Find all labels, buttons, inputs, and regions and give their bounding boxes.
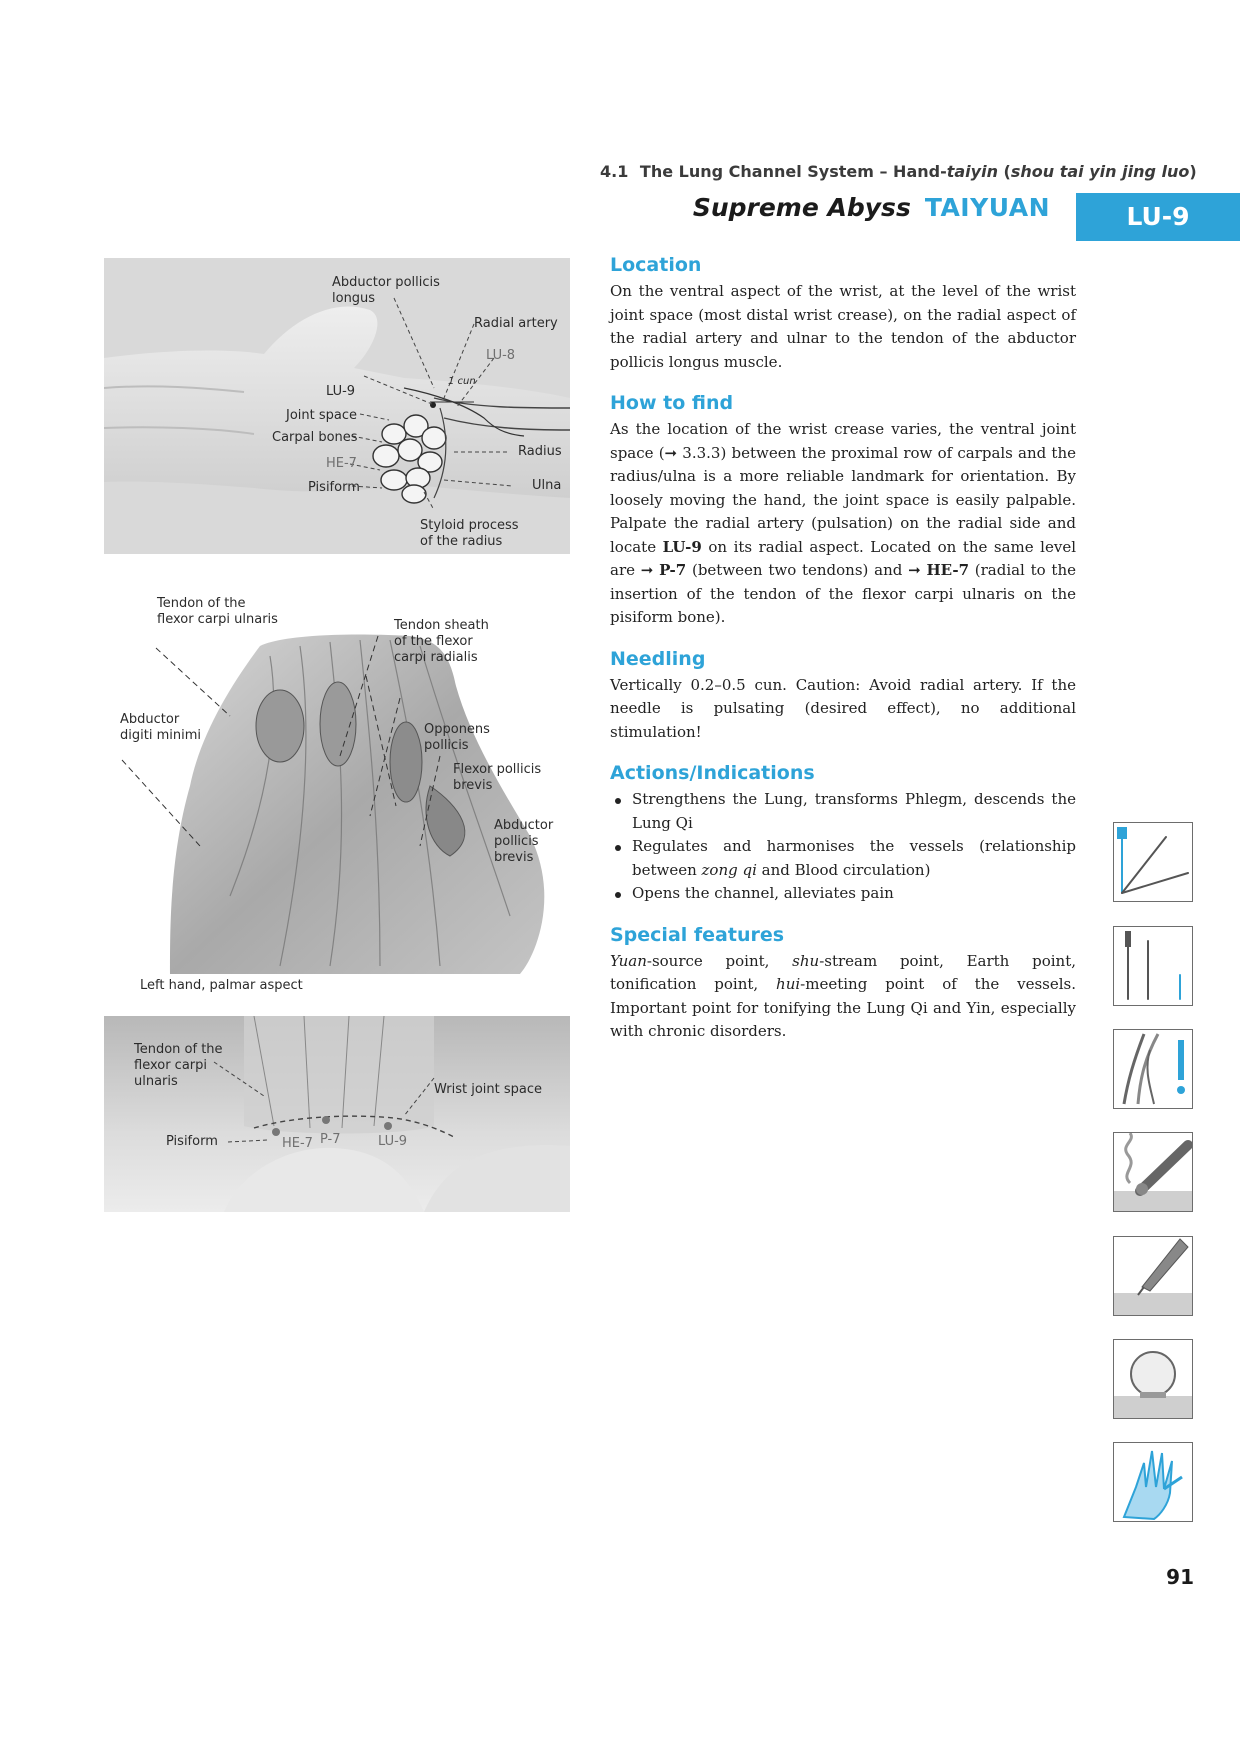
- label-line: Opponens: [424, 722, 490, 737]
- label-p7: P-7: [320, 1132, 341, 1147]
- figure-wrist-photo: [104, 1016, 570, 1212]
- text-run: 3.3.3) between the proximal row of carpals and the radius/ulna is a more reliable landmark for orientation. By loosely moving the hand, the joint space is easily palpable. Palpate the radial artery (pulsation) on the radial side and locate: [610, 443, 1076, 556]
- text-run-italic: zong qi: [701, 860, 757, 879]
- list-item: Opens the channel, alleviates pain: [610, 882, 1076, 906]
- text-run-italic: hui: [776, 975, 801, 993]
- label-lu9: LU-9: [378, 1134, 408, 1149]
- label-pisiform: Pisiform: [308, 480, 360, 495]
- label-abductor-pollicis-longus: [332, 275, 440, 307]
- needling-heading: Needling: [610, 647, 706, 670]
- label-line: flexor carpi: [134, 1058, 208, 1073]
- location-section: [610, 254, 1076, 374]
- label-lu9: LU-9: [326, 384, 356, 399]
- special-features-text: [610, 950, 1076, 1044]
- label-line: Abductor pollicis: [332, 275, 440, 290]
- label-line: pollicis: [494, 834, 539, 849]
- label-abductor-digiti-minimi: [120, 712, 201, 744]
- label-line: digiti minimi: [120, 728, 201, 743]
- text-run-italic: Yuan: [610, 951, 647, 970]
- arrow-icon: ➞: [664, 443, 678, 462]
- label-line: Abductor: [494, 818, 554, 833]
- arrow-icon: ➞: [640, 561, 654, 579]
- point-code-badge: LU-9: [1076, 193, 1240, 241]
- figure-caption: Left hand, palmar aspect: [140, 978, 303, 993]
- label-line: brevis: [494, 850, 534, 865]
- text-column: [610, 254, 1076, 1062]
- label-he7: HE-7: [326, 456, 357, 471]
- special-features-section: [610, 924, 1076, 1044]
- needle-vertical-icon: [1113, 926, 1193, 1006]
- chapter-title-paren: (: [997, 162, 1011, 181]
- text-run: on its radial aspect. Located on the same level are: [610, 537, 1076, 579]
- actions-heading: Actions/Indications: [610, 762, 815, 784]
- label-line: carpi radialis: [394, 650, 478, 665]
- point-pinyin-name: TAIYUAN: [924, 193, 1050, 222]
- text-run: -stream point, Earth point, tonification point,: [610, 951, 1076, 993]
- text-run: (between two tendons) and: [686, 561, 909, 579]
- list-item: Strengthens the Lung, transforms Phlegm, descends the Lung Qi: [610, 788, 1076, 835]
- chapter-title-paren-close: ): [1189, 162, 1197, 181]
- label-carpal-bones: Carpal bones: [272, 430, 358, 445]
- point-english-name: Supreme Abyss: [692, 193, 911, 222]
- text-run: As the location of the wrist crease varies, the ventral joint space (: [610, 420, 1076, 462]
- chapter-title: The Lung Channel System – Hand-: [639, 162, 947, 181]
- location-text: On the ventral aspect of the wrist, at the level of the wrist joint space (most distal wrist crease), on the radial aspect of the radial artery and ulnar to the tendon of the abductor pollicis longus muscle.: [610, 282, 1076, 371]
- label-line: brevis: [453, 778, 493, 793]
- how-to-find-heading: How to find: [610, 392, 734, 414]
- label-line: of the radius: [420, 534, 503, 549]
- label-line: Abductor: [120, 712, 180, 727]
- label-line: pollicis: [424, 738, 469, 753]
- label-joint-space: Joint space: [286, 408, 358, 423]
- bloodletting-icon: [1113, 1236, 1193, 1316]
- label-ulna: Ulna: [532, 478, 562, 493]
- actions-list: [610, 788, 1076, 906]
- label-pisiform: Pisiform: [166, 1134, 218, 1149]
- label-line: of the flexor: [394, 634, 473, 649]
- label-lu8: LU-8: [486, 348, 516, 363]
- label-tendon-fcu: [134, 1042, 223, 1090]
- label-line: Styloid process: [420, 518, 519, 533]
- point-ref-p7: P-7: [659, 561, 687, 579]
- list-item: [610, 835, 1076, 882]
- figure-palm-muscles: [110, 596, 570, 976]
- label-tendon-sheath: [394, 618, 489, 666]
- label-line: longus: [332, 291, 376, 306]
- point-ref-lu9: LU-9: [662, 537, 702, 556]
- needle-angle-icon: [1113, 822, 1193, 902]
- arrow-icon: ➞: [908, 561, 921, 579]
- page-number: 91: [1166, 1565, 1194, 1589]
- chapter-title-italic: taiyin: [946, 162, 998, 181]
- label-line: Tendon sheath: [394, 618, 489, 633]
- point-ref-he7: HE-7: [926, 561, 969, 579]
- label-1-cun: 1 cun: [448, 376, 476, 387]
- label-styloid-process: [420, 518, 519, 550]
- text-run: -source point,: [646, 951, 793, 970]
- cupping-icon: [1113, 1339, 1193, 1419]
- label-line: Flexor pollicis: [453, 762, 542, 777]
- label-line: ulnaris: [134, 1074, 178, 1089]
- text-run: and Blood circulation): [756, 860, 931, 879]
- label-he7: HE-7: [282, 1136, 313, 1151]
- needling-text: Vertically 0.2–0.5 cun. Caution: Avoid radial artery. If the needle is pulsating (desired effect), no additional stimulation!: [610, 675, 1076, 741]
- needling-section: [610, 648, 1076, 745]
- label-line: Tendon of the: [157, 596, 246, 611]
- label-abductor-pollicis-brevis: [494, 818, 553, 866]
- label-line: Tendon of the: [134, 1042, 223, 1057]
- figure-wrist-bones: [104, 258, 570, 554]
- text-run: Regulates and harmonises the vessels (relationship between: [632, 837, 1076, 879]
- special-features-heading: Special features: [610, 923, 785, 946]
- label-line: flexor carpi ulnaris: [157, 612, 278, 627]
- label-radial-artery: Radial artery: [474, 316, 558, 331]
- label-flexor-pollicis-brevis: [453, 762, 541, 794]
- chapter-title-pinyin: shou tai yin jing luo: [1010, 162, 1190, 181]
- running-head: [600, 162, 1197, 181]
- text-run-italic: shu: [792, 951, 820, 970]
- moxibustion-icon: [1113, 1132, 1193, 1212]
- chapter-number: 4.1: [600, 162, 629, 181]
- label-radius: Radius: [518, 444, 562, 459]
- how-to-find-section: [610, 392, 1076, 630]
- label-wrist-joint-space: Wrist joint space: [434, 1082, 543, 1097]
- caution-vessel-icon: [1113, 1029, 1193, 1109]
- point-title: [600, 193, 1050, 239]
- text-run: -meeting point of the vessels. Important point for tonifying the Lung Qi and Yin, especially with chronic disorders.: [610, 975, 1076, 1040]
- location-heading: Location: [610, 254, 702, 276]
- hand-skeleton-icon: [1113, 1442, 1193, 1522]
- how-to-find-text: [610, 418, 1076, 630]
- actions-section: [610, 762, 1076, 906]
- text-run: (radial to the insertion of the tendon of the flexor carpi ulnaris on the pisiform bone).: [610, 561, 1076, 626]
- label-opponens-pollicis: [424, 722, 490, 754]
- label-tendon-fcu: [157, 596, 278, 628]
